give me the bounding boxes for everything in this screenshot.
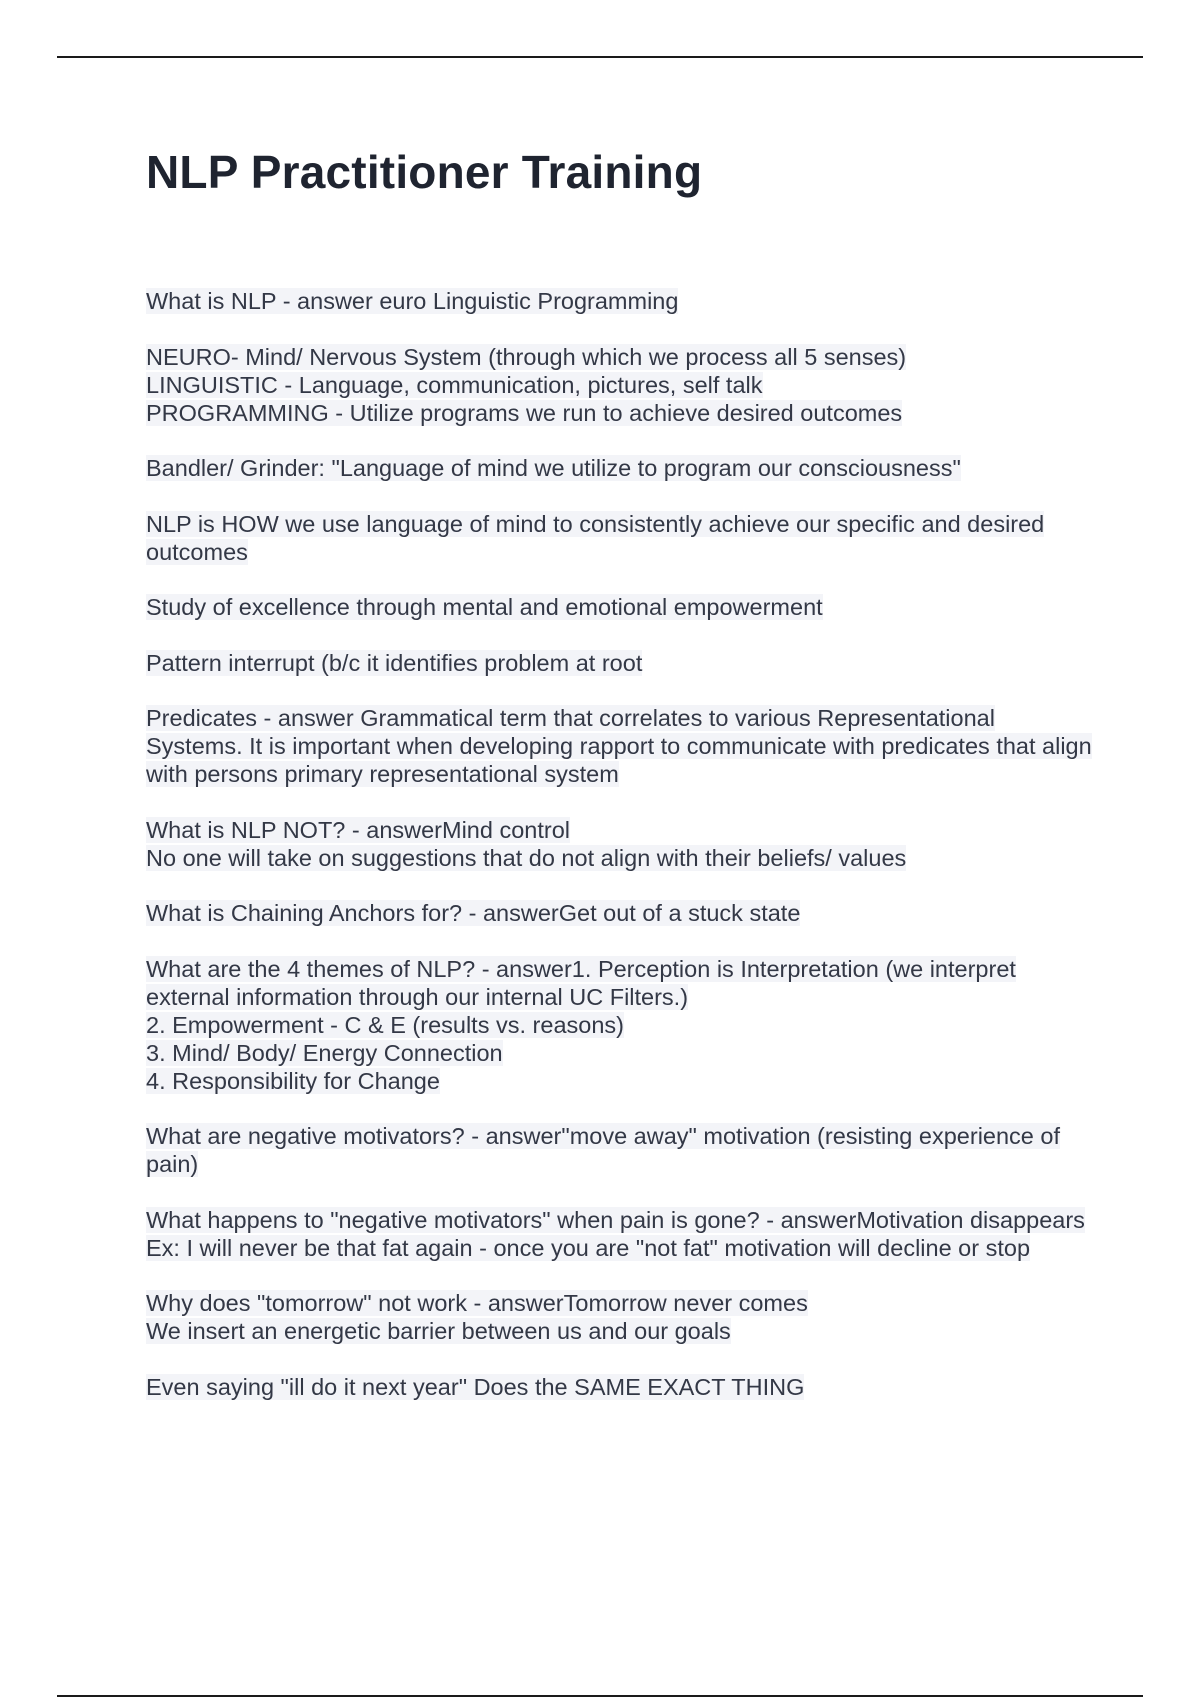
text-line [146, 287, 1096, 315]
text-line-content: 4. Responsibility for Change [146, 1067, 440, 1094]
text-line-content: We insert an energetic barrier between us and our goals [146, 1318, 731, 1344]
text-line [146, 899, 1096, 927]
text-line-content: Why does "tomorrow" not work - answerTomorrow never comes [146, 1290, 808, 1316]
text-line [146, 1122, 1096, 1178]
text-line [146, 1039, 1096, 1067]
text-line-content: Study of excellence through mental and emotional empowerment [146, 594, 823, 620]
text-line [146, 1234, 1096, 1262]
qa-block [146, 1206, 1096, 1262]
qa-block [146, 454, 1096, 482]
text-line [146, 593, 1096, 621]
text-line [146, 704, 1096, 788]
qa-block [146, 510, 1096, 566]
text-line-content: 3. Mind/ Body/ Energy Connection [146, 1039, 503, 1066]
document-body [146, 140, 1096, 1428]
text-line [146, 844, 1096, 872]
text-line-content: What are negative motivators? - answer"move away" motivation (resisting experience of pain) [146, 1123, 1060, 1177]
qa-block [146, 593, 1096, 621]
text-line-content: Predicates - answer Grammatical term that correlates to various Representational Systems. It is important when developing rapport to communicate with predicates that align with persons primary representational system [146, 705, 1092, 787]
qa-block [146, 343, 1096, 427]
text-line [146, 1317, 1096, 1345]
text-line-content: What happens to "negative motivators" when pain is gone? - answerMotivation disappears [146, 1206, 1085, 1233]
qa-block [146, 955, 1096, 1095]
text-line-content: Bandler/ Grinder: "Language of mind we utilize to program our consciousness" [146, 455, 961, 481]
qa-block [146, 704, 1096, 788]
text-line [146, 510, 1096, 566]
qa-block [146, 649, 1096, 677]
text-line [146, 649, 1096, 677]
qa-block [146, 287, 1096, 315]
text-line-content: NLP is HOW we use language of mind to consistently achieve our specific and desired outcomes [146, 510, 1045, 565]
qa-list [146, 287, 1096, 1401]
text-line-content: Pattern interrupt (b/c it identifies problem at root [146, 649, 643, 676]
text-line-content: What are the 4 themes of NLP? - answer1. Perception is Interpretation (we interpret external information through our internal UC Filters.) [146, 955, 1016, 1010]
document-title: NLP Practitioner Training [146, 146, 703, 198]
text-line [146, 1011, 1096, 1039]
text-line [146, 1373, 1096, 1401]
text-line [146, 955, 1096, 1011]
qa-block [146, 1373, 1096, 1401]
text-line [146, 1067, 1096, 1095]
text-line-content: What is NLP - answer euro Linguistic Programming [146, 288, 679, 314]
text-line-content: PROGRAMMING - Utilize programs we run to achieve desired outcomes [146, 399, 903, 426]
qa-block [146, 899, 1096, 927]
text-line-content: What is NLP NOT? - answerMind control [146, 816, 571, 843]
text-line [146, 454, 1096, 482]
top-rule [57, 56, 1143, 58]
qa-block [146, 1289, 1096, 1345]
text-line [146, 343, 1096, 371]
text-line [146, 399, 1096, 427]
qa-block [146, 1122, 1096, 1178]
text-line-content: NEURO- Mind/ Nervous System (through which we process all 5 senses) [146, 343, 907, 370]
text-line [146, 1206, 1096, 1234]
text-line-content: Even saying "ill do it next year" Does the SAME EXACT THING [146, 1373, 805, 1400]
text-line-content: Ex: I will never be that fat again - once you are "not fat" motivation will decline or stop [146, 1234, 1031, 1261]
bottom-rule [57, 1695, 1143, 1697]
text-line-content: What is Chaining Anchors for? - answerGet out of a stuck state [146, 900, 801, 926]
text-line [146, 371, 1096, 399]
text-line-content: LINGUISTIC - Language, communication, pictures, self talk [146, 371, 763, 398]
text-line [146, 816, 1096, 844]
text-line [146, 1289, 1096, 1317]
text-line-content: No one will take on suggestions that do not align with their beliefs/ values [146, 844, 907, 871]
qa-block [146, 816, 1096, 872]
text-line-content: 2. Empowerment - C & E (results vs. reasons) [146, 1011, 624, 1038]
